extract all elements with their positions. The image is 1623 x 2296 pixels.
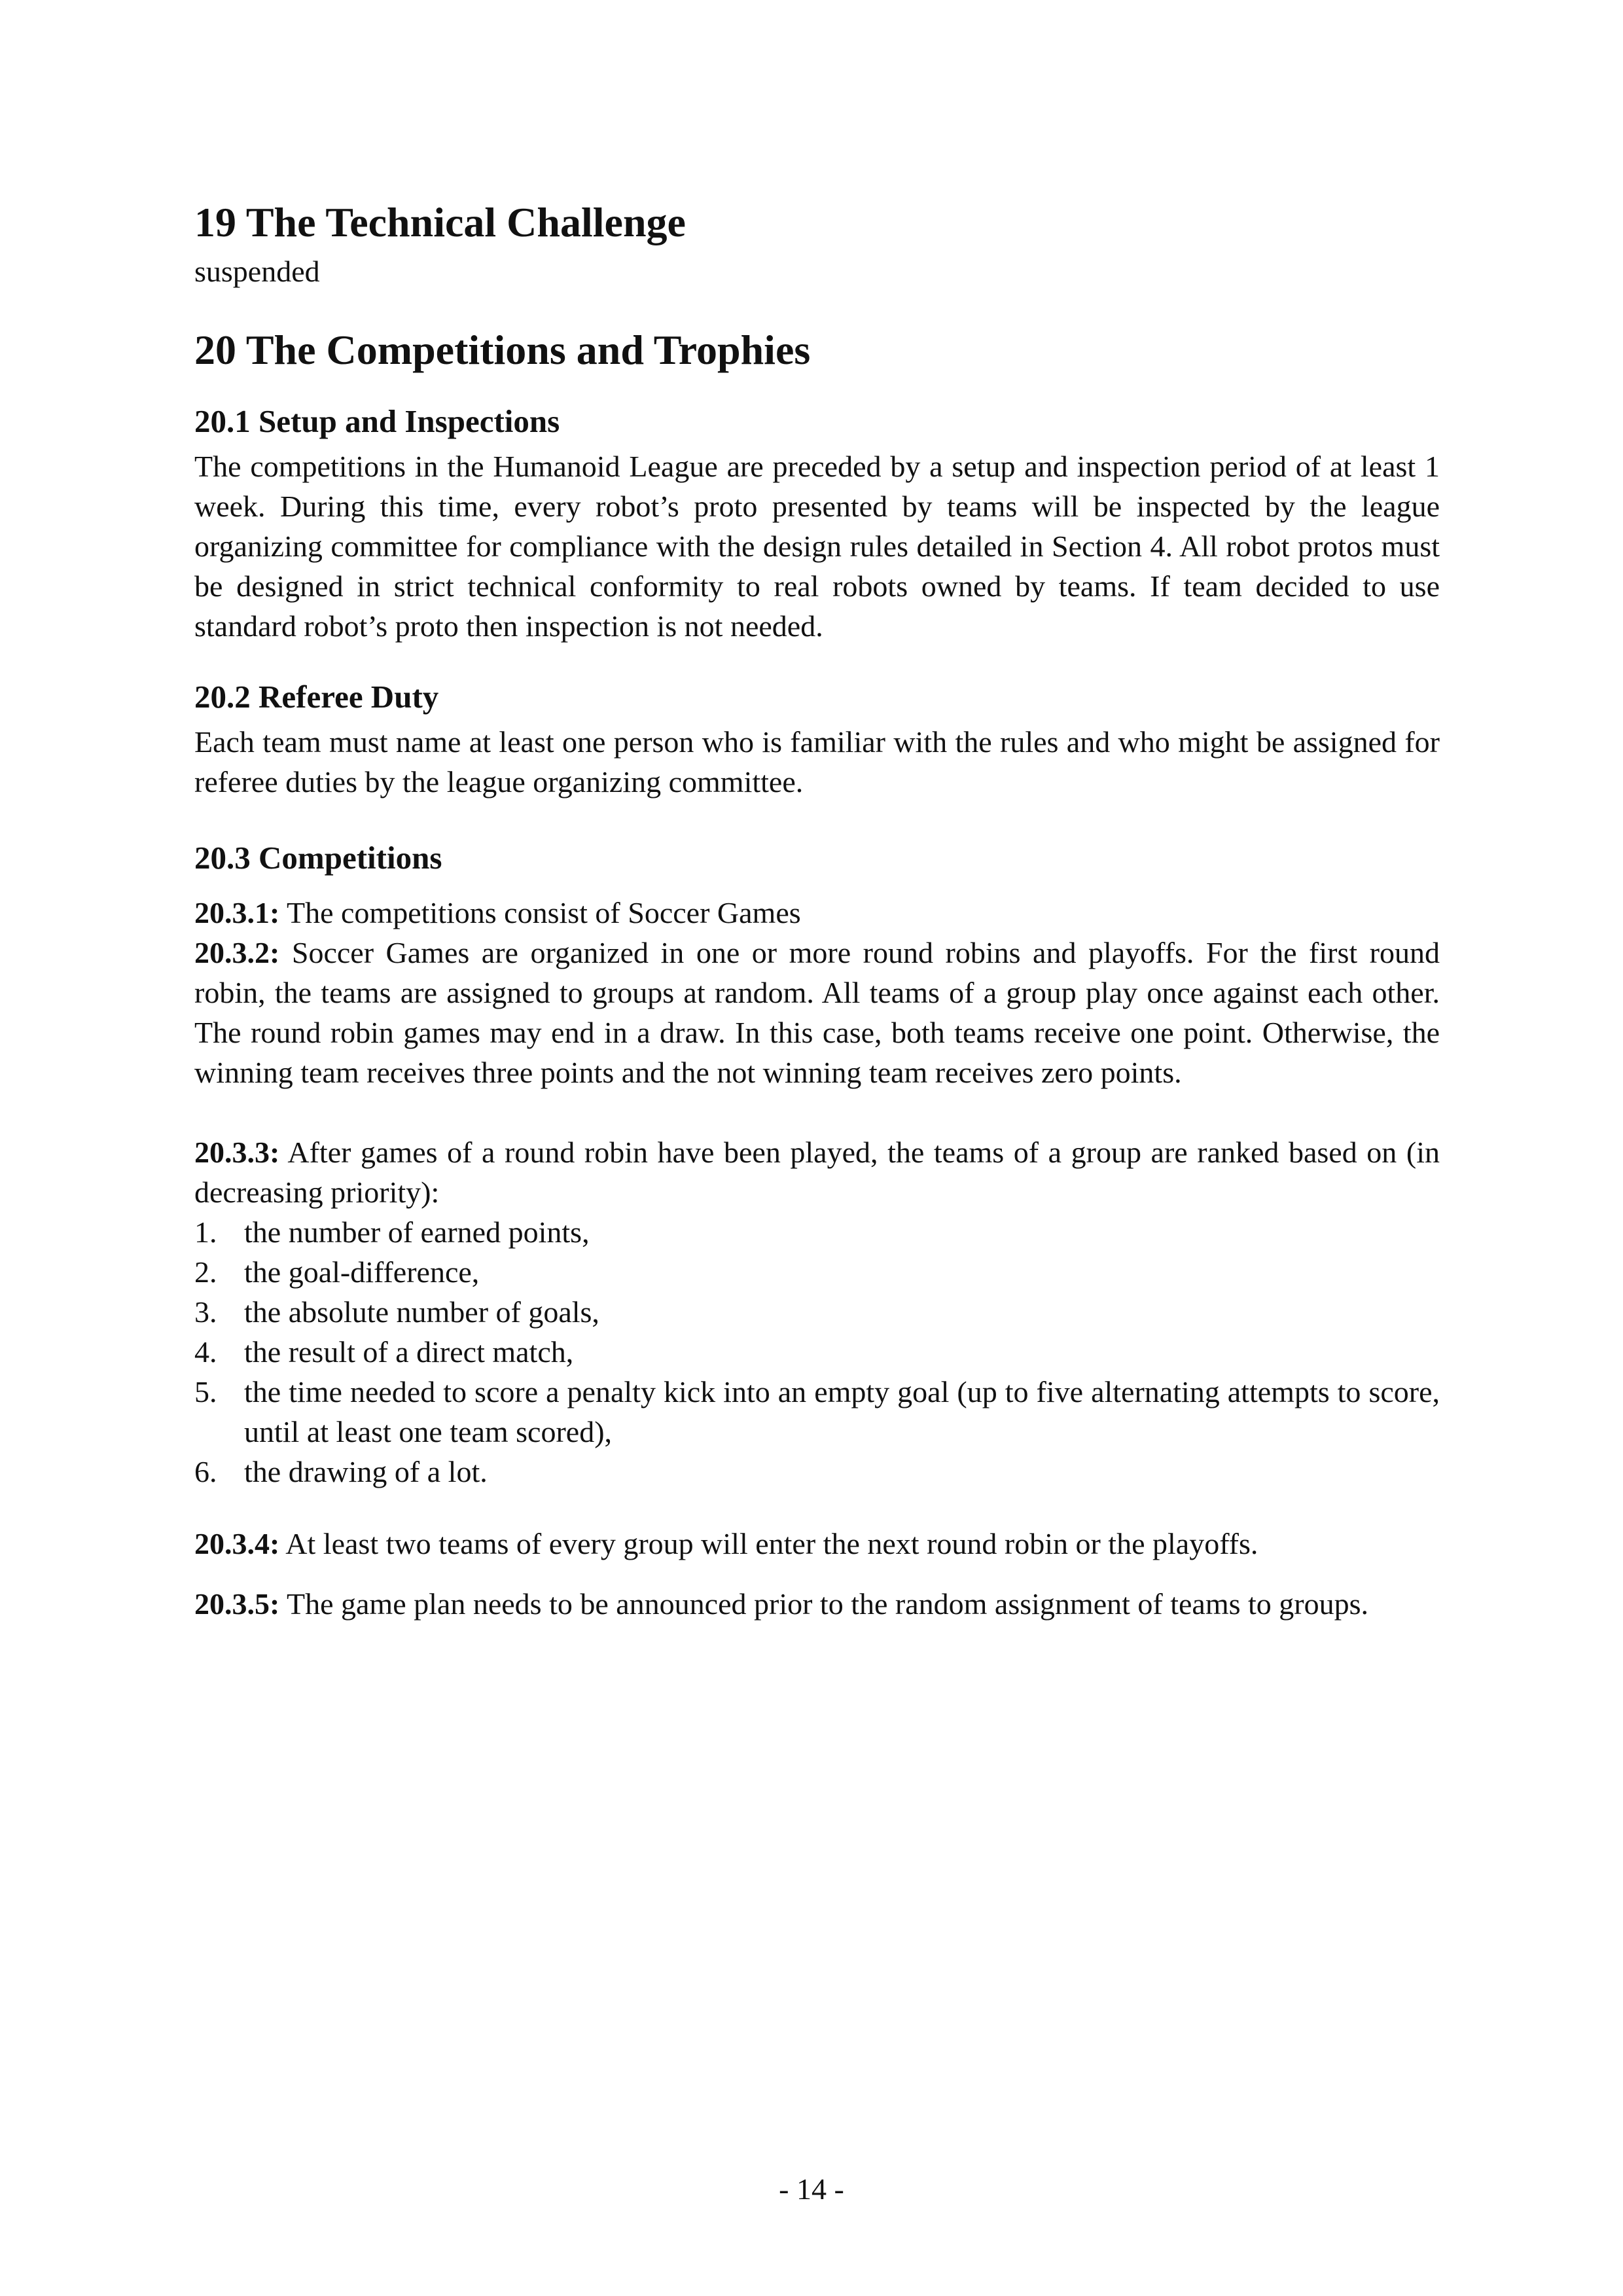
list-text: the goal-difference, bbox=[244, 1255, 480, 1289]
list-item bbox=[194, 1372, 1440, 1452]
section-19-heading: 19 The Technical Challenge bbox=[194, 199, 686, 245]
list-number: 2. bbox=[194, 1255, 217, 1289]
list-number: 4. bbox=[194, 1335, 217, 1369]
rule-20-3-3 bbox=[194, 1132, 1440, 1212]
section-20-3-heading: 20.3 Competitions bbox=[194, 840, 442, 876]
list-number: 5. bbox=[194, 1375, 217, 1408]
list-item bbox=[194, 1292, 1440, 1332]
rule-text: Soccer Games are organized in one or more round robins and playoffs. For the first round robin, the teams are assigned to groups at random. All teams of a group play once against each other. The round robin games may end in a draw. In this case, both teams receive one point. Otherwise, the winning team receives three points and the not winning team receives zero points. bbox=[194, 936, 1440, 1089]
list-text: the drawing of a lot. bbox=[244, 1455, 488, 1488]
rule-text: The competitions consist of Soccer Games bbox=[287, 896, 801, 929]
list-number: 6. bbox=[194, 1455, 217, 1488]
list-item bbox=[194, 1252, 1440, 1292]
rule-label: 20.3.1: bbox=[194, 896, 280, 929]
section-19-status: suspended bbox=[194, 255, 320, 288]
rule-20-3-2 bbox=[194, 933, 1440, 1092]
rule-text: The game plan needs to be announced prior to the random assignment of teams to groups. bbox=[287, 1587, 1369, 1621]
section-20-heading: 20 The Competitions and Trophies bbox=[194, 327, 811, 373]
list-item bbox=[194, 1332, 1440, 1372]
ranking-criteria-list bbox=[194, 1212, 1440, 1492]
rule-label: 20.3.5: bbox=[194, 1587, 280, 1621]
rule-label: 20.3.4: bbox=[194, 1527, 280, 1560]
list-text: the number of earned points, bbox=[244, 1215, 590, 1249]
list-text: the time needed to score a penalty kick into an empty goal (up to five alternating attempts to score, until at least one team scored), bbox=[244, 1375, 1440, 1448]
list-number: 1. bbox=[194, 1215, 217, 1249]
list-text: the result of a direct match, bbox=[244, 1335, 574, 1369]
section-20-1-text: The competitions in the Humanoid League are preceded by a setup and inspection period of at least 1 week. During this time, every robot’s proto presented by teams will be inspected by the league organizing committee for compliance with the design rules detailed in Section 4. All robot protos must be designed in strict technical conformity to real robots owned by teams. If team decided to use standard robot’s proto then inspection is not needed. bbox=[194, 450, 1440, 643]
rule-20-3-5 bbox=[194, 1584, 1440, 1624]
section-20-2-heading: 20.2 Referee Duty bbox=[194, 679, 439, 715]
rule-20-3-4 bbox=[194, 1524, 1440, 1564]
list-item bbox=[194, 1452, 1440, 1492]
section-20-1-heading: 20.1 Setup and Inspections bbox=[194, 403, 560, 439]
section-20-2-text: Each team must name at least one person who is familiar with the rules and who might be assigned for referee duties by the league organizing committee. bbox=[194, 725, 1440, 798]
page-number: - 14 - bbox=[779, 2172, 844, 2206]
rule-label: 20.3.2: bbox=[194, 936, 280, 969]
rule-label: 20.3.3: bbox=[194, 1136, 280, 1169]
list-item bbox=[194, 1212, 1440, 1252]
rule-20-3-1 bbox=[194, 893, 1440, 933]
rule-text: At least two teams of every group will enter the next round robin or the playoffs. bbox=[285, 1527, 1258, 1560]
list-number: 3. bbox=[194, 1295, 217, 1329]
rule-text: After games of a round robin have been played, the teams of a group are ranked based on (in decreasing priority): bbox=[194, 1136, 1440, 1209]
list-text: the absolute number of goals, bbox=[244, 1295, 599, 1329]
